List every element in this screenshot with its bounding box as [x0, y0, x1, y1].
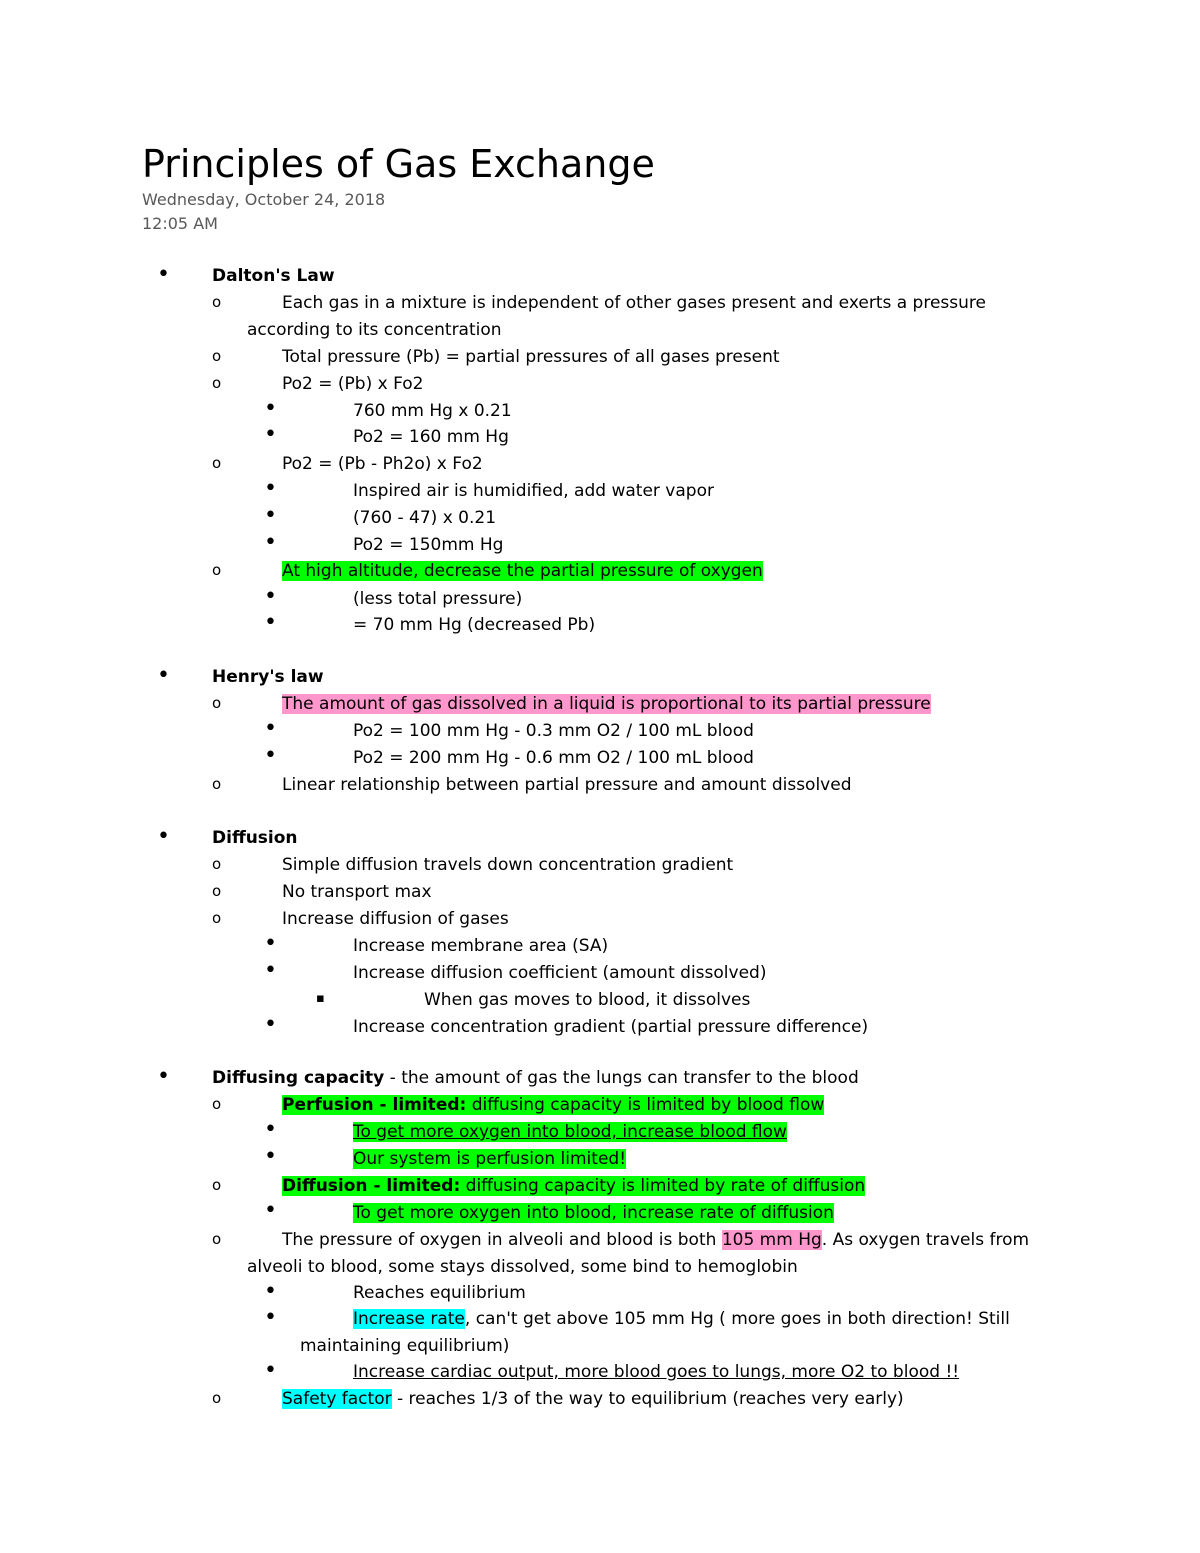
bullet: • [264, 530, 277, 555]
bullet: o [212, 775, 222, 793]
bullet: o [212, 1095, 222, 1113]
bullet: o [212, 909, 222, 927]
list-item: Inspired air is humidified, add water vapor [353, 481, 714, 501]
bullet: o [212, 694, 222, 712]
list-item-continued: maintaining equilibrium) [300, 1336, 510, 1356]
list-item-continued: according to its concentration [247, 320, 502, 340]
list-item: The pressure of oxygen in alveoli and blood is both [282, 1230, 722, 1250]
list-item: No transport max [282, 882, 432, 902]
list-item: Linear relationship between partial pressure and amount dissolved [282, 775, 852, 795]
highlighted-text: diffusing capacity is limited by rate of diffusion [460, 1176, 866, 1196]
section-heading-diffusion: Diffusion [212, 828, 298, 848]
list-item: Increase membrane area (SA) [353, 936, 609, 956]
list-item: Increase diffusion of gases [282, 909, 509, 929]
highlighted-text: The amount of gas dissolved in a liquid is proportional to its partial pressure [282, 694, 931, 714]
bullet: • [264, 1279, 277, 1304]
bullet: • [264, 1144, 277, 1169]
list-item-continued: alveoli to blood, some stays dissolved, some bind to hemoglobin [247, 1257, 798, 1277]
highlighted-text: To get more oxygen into blood, increase blood flow [353, 1122, 787, 1142]
section-heading-dalton: Dalton's Law [212, 266, 335, 286]
highlighted-term: Diffusion - limited: [282, 1176, 461, 1196]
bullet: • [264, 1358, 277, 1383]
list-item: Po2 = (Pb) x Fo2 [282, 374, 424, 394]
bullet: • [264, 476, 277, 501]
bullet: • [264, 1305, 277, 1330]
bullet: • [264, 958, 277, 983]
bullet: • [264, 503, 277, 528]
list-item: Po2 = (Pb - Ph2o) x Fo2 [282, 454, 483, 474]
bullet: • [157, 1064, 170, 1089]
list-item-rest: - reaches 1/3 of the way to equilibrium (reaches very early) [391, 1389, 904, 1409]
list-item: Increase diffusion coefficient (amount dissolved) [353, 963, 767, 983]
bullet: • [264, 743, 277, 768]
page-title: Principles of Gas Exchange [142, 142, 655, 186]
bullet: o [212, 347, 222, 365]
highlighted-text: 105 mm Hg [721, 1230, 822, 1250]
highlighted-text: At high altitude, decrease the partial pressure of oxygen [282, 561, 763, 581]
bullet: o [212, 561, 222, 579]
bullet: • [264, 931, 277, 956]
bullet: • [264, 610, 277, 635]
highlighted-text: To get more oxygen into blood, increase rate of diffusion [353, 1203, 834, 1223]
list-item: When gas moves to blood, it dissolves [424, 990, 751, 1010]
list-item: = 70 mm Hg (decreased Pb) [353, 615, 596, 635]
bullet: o [212, 1176, 222, 1194]
highlighted-text: Increase rate [353, 1309, 465, 1329]
bullet: • [264, 1012, 277, 1037]
bullet: • [157, 824, 170, 849]
bullet: • [264, 584, 277, 609]
bullet: • [264, 396, 277, 421]
bullet: o [212, 855, 222, 873]
bullet: o [212, 1230, 222, 1248]
list-item: (less total pressure) [353, 589, 523, 609]
bullet: o [212, 293, 222, 311]
list-item: Po2 = 150mm Hg [353, 535, 504, 555]
bullet: o [212, 374, 222, 392]
list-item: Increase concentration gradient (partial pressure difference) [353, 1017, 869, 1037]
bullet: • [264, 716, 277, 741]
bullet: ▪ [316, 991, 325, 1006]
list-item-rest: , can't get above 105 mm Hg ( more goes in both direction! Still [464, 1309, 1010, 1329]
section-heading-desc: - the amount of gas the lungs can transfer to the blood [384, 1068, 859, 1088]
list-item: Increase cardiac output, more blood goes to lungs, more O2 to blood !! [353, 1362, 960, 1382]
bullet: • [264, 1117, 277, 1142]
bullet: o [212, 454, 222, 472]
list-item: 760 mm Hg x 0.21 [353, 401, 512, 421]
list-item: (760 - 47) x 0.21 [353, 508, 497, 528]
list-item-rest: . As oxygen travels from [821, 1230, 1030, 1250]
note-date: Wednesday, October 24, 2018 [142, 190, 386, 209]
list-item: Each gas in a mixture is independent of other gases present and exerts a pressure [282, 293, 986, 313]
highlighted-text: Safety factor [282, 1389, 392, 1409]
bullet: • [264, 1198, 277, 1223]
bullet: o [212, 882, 222, 900]
note-time: 12:05 AM [142, 214, 218, 233]
highlighted-term: Perfusion - limited: [282, 1095, 467, 1115]
bullet: • [157, 663, 170, 688]
bullet: o [212, 1389, 222, 1407]
list-item: Po2 = 160 mm Hg [353, 427, 509, 447]
bullet: • [264, 422, 277, 447]
bullet: • [157, 262, 170, 287]
highlighted-text: Our system is perfusion limited! [353, 1149, 627, 1169]
highlighted-text: diffusing capacity is limited by blood flow [466, 1095, 825, 1115]
list-item: Reaches equilibrium [353, 1283, 526, 1303]
list-item: Po2 = 100 mm Hg - 0.3 mm O2 / 100 mL blood [353, 721, 754, 741]
section-heading-henry: Henry's law [212, 667, 324, 687]
list-item: Po2 = 200 mm Hg - 0.6 mm O2 / 100 mL blood [353, 748, 754, 768]
list-item: Total pressure (Pb) = partial pressures of all gases present [282, 347, 780, 367]
list-item: Simple diffusion travels down concentration gradient [282, 855, 734, 875]
section-heading-capacity: Diffusing capacity [212, 1068, 385, 1088]
